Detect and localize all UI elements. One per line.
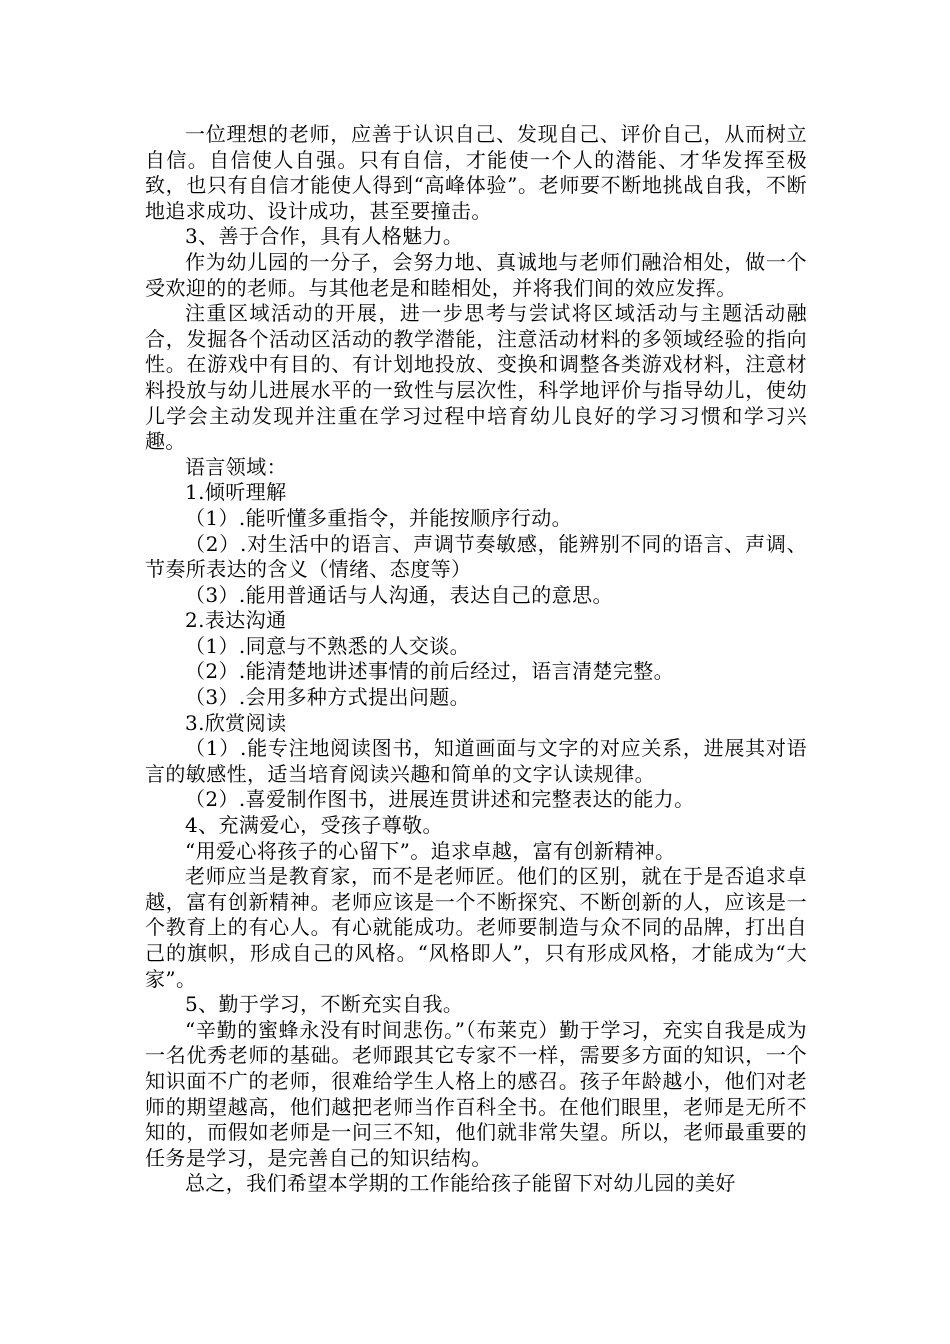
list-item-listening-2: （2）.对生活中的语言、声调节奏敏感，能辨别不同的语言、声调、节奏所表达的含义（情绪、态度等）	[145, 531, 807, 582]
list-item-reading-2: （2）.喜爱制作图书，进展连贯讲述和完整表达的能力。	[185, 787, 695, 812]
paragraph-love-quote: “用爱心将孩子的心留下”。追求卓越，富有创新精神。	[185, 838, 676, 863]
heading-love: 4、充满爱心，受孩子尊敬。	[185, 813, 443, 838]
subheading-listening: 1.倾听理解	[185, 480, 287, 505]
heading-learning: 5、勤于学习，不断充实自我。	[185, 992, 464, 1017]
heading-language-domain: 语言领域：	[185, 454, 287, 479]
subheading-expression: 2.表达沟通	[185, 608, 287, 633]
paragraph-educator-innovation: 老师应当是教育家，而不是老师匠。他们的区别，就在于是否追求卓越，富有创新精神。老师应该是一个不断探究、不断创新的人，应该是一个教育上的有心人。有心就能成功。老师要制造与众不同的品牌，打出自己的旗帜，形成自己的风格。“风格即人”，只有形成风格，才能成为“大家”。	[145, 864, 807, 991]
paragraph-diligent-learning: “辛勤的蜜蜂永没有时间悲伤。”（布莱克）勤于学习，充实自我是成为一名优秀老师的基础。老师跟其它专家不一样，需要多方面的知识，一个知识面不广的老师，很难给学生人格上的感召。孩子年龄越小，他们对老师的期望越高，他们越把老师当作百科全书。在他们眼里，老师是无所不知的，而假如老师是一问三不知，他们就非常失望。所以，老师最重要的任务是学习，是完善自己的知识结构。	[145, 1017, 807, 1170]
paragraph-area-activities: 注重区域活动的开展，进一步思考与尝试将区域活动与主题活动融合，发掘各个活动区活动的教学潜能，注意活动材料的多领域经验的指向性。在游戏中有目的、有计划地投放、变换和调整各类游戏材料，注意材料投放与幼儿进展水平的一致性与层次性，科学地评价与指导幼儿，使幼儿学会主动发现并注重在学习过程中培育幼儿良好的学习习惯和学习兴趣。	[145, 301, 807, 454]
list-item-listening-3: （3）.能用普通话与人沟通，表达自己的意思。	[185, 582, 613, 607]
list-item-listening-1: （1）.能听懂多重指令，并能按顺序行动。	[185, 505, 573, 530]
paragraph-ideal-teacher-confidence: 一位理想的老师，应善于认识自己、发现自己、评价自己，从而树立自信。自信使人自强。只有自信，才能使一个人的潜能、才华发挥至极致，也只有自信才能使人得到“高峰体验”。老师要不断地挑战自我，不断地追求成功、设计成功，甚至要撞击。	[145, 122, 807, 223]
paragraph-conclusion: 总之，我们希望本学期的工作能给孩子能留下对幼儿园的美好	[185, 1171, 736, 1196]
list-item-expression-3: （3）.会用多种方式提出问题。	[185, 685, 471, 710]
paragraph-get-along-with-colleagues: 作为幼儿园的一分子，会努力地、真诚地与老师们融洽相处，做一个受欢迎的的老师。与其他老是和睦相处，并将我们间的效应发挥。	[145, 249, 807, 300]
subheading-reading: 3.欣赏阅读	[185, 710, 287, 735]
list-item-reading-1: （1）.能专注地阅读图书，知道画面与文字的对应关系，进展其对语言的敏感性，适当培育阅读兴趣和简单的文字认读规律。	[145, 736, 807, 786]
heading-cooperation: 3、善于合作，具有人格魅力。	[185, 224, 464, 249]
document-body	[145, 122, 807, 1197]
list-item-expression-1: （1）.同意与不熟悉的人交谈。	[185, 633, 471, 658]
list-item-expression-2: （2）.能清楚地讲述事情的前后经过，语言清楚完整。	[185, 659, 675, 684]
